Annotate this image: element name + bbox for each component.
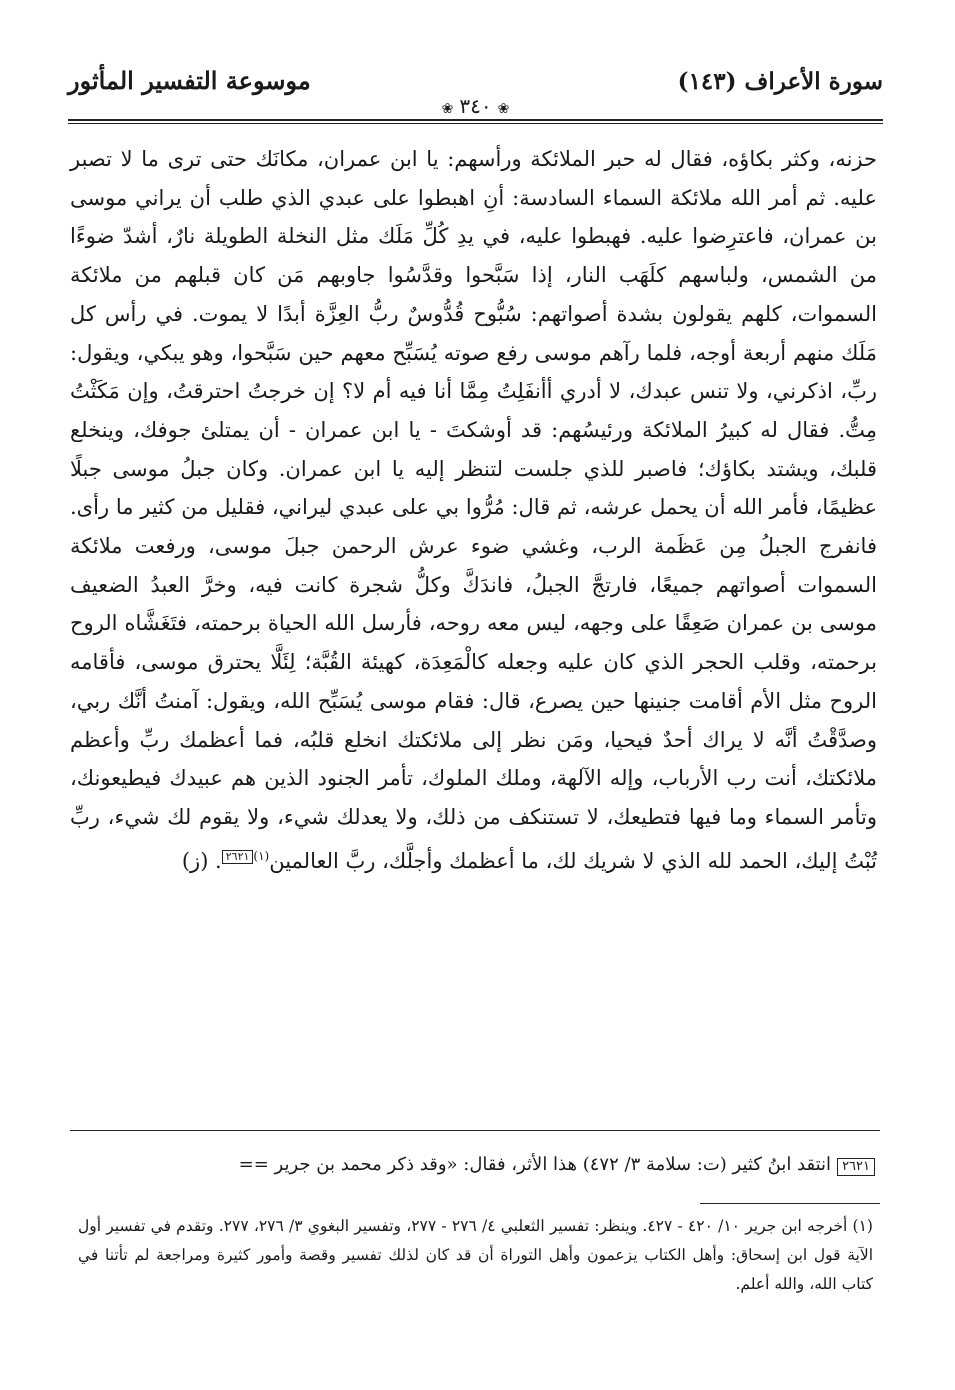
page-header (68, 62, 883, 118)
paragraph-tail: . (ز) (181, 848, 222, 873)
commentary-text: انتقد ابنُ كثير (ت: سلامة ٣/ ٤٧٢) هذا الأثر، فقال: «وقد ذكر محمد بن جرير == (238, 1154, 832, 1175)
surah-title: سورة الأعراف (١٤٣) (677, 68, 883, 95)
main-text (70, 140, 877, 880)
footnote-marker[interactable]: (١) (253, 848, 270, 863)
paragraph-text: حزنه، وكثر بكاؤه، فقال له حبر الملائكة ورأسهم: يا ابن عمران، مكانَك حتى ترى ما لا تصبر عليه. ثم أمر الله ملائكة السماء السادسة: أنِ اهبطوا على عبدي الذي طلب أن يراني موسى بن عمران، فاعترِضوا عليه. فهبطوا عليه، في يدِ كُلِّ مَلَك مثل النخلة الطويلة نارٌ، أشدّ ضوءًا من الشمس، ولباسهم كلَهَب النار، إذا سَبَّحوا وقدَّسُوا جاوبهم مَن كان قبلهم من ملائكة السموات، كلهم يقولون بشدة أصواتهم: سُبُّوح قُدُّوسٌ ربُّ العِزَّة أبدًا لا يموت. في رأس كل مَلَك منهم أربعة أوجه، فلما رآهم موسى رفع صوته يُسَبِّح معهم حين سَبَّحوا، وهو يبكي، ويقول: ربِّ، اذكرني، ولا تنس عبدك، لا أدري أأنفَلِتُ مِمَّا أنا فيه أم لا؟ إن خرجتُ احترقتُ، وإن مَكَثْتُ مِتُّ. فقال له كبيرُ الملائكة ورئيسُهم: قد أوشكتَ - يا ابن عمران - أن يمتلئ جوفك، وينخلع قلبك، ويشتد بكاؤك؛ فاصبر للذي جلست لتنظر إليه يا ابن عمران. وكان جبلُ موسى جبلًا عظيمًا، فأمر الله أن يحمل عرشه، ثم قال: مُرُّوا بي على عبدي ليراني، فقليل من كثير ما رأى. فانفرج الجبلُ مِن عَظَمة الرب، وغشي ضوء عرش الرحمن جبلَ موسى، ورفعت ملائكة السموات أصواتهم جميعًا، فارتجَّ الجبلُ، فاندَكَّ وكلُّ شجرة كانت فيه، وخرَّ العبدُ الضعيف موسى بن عمران صَعِقًا على وجهه، ليس معه روحه، فأرسل الله الحياة برحمته، فتَغَشَّاه الروح برحمته، وقلب الحجر الذي كان عليه وجعله كالْمَعِدَة، كهيئة القُبَّة؛ لِئَلَّا يحترق موسى، فأقامه الروح مثل الأم أقامت جنينها حين يصرع، قال: فقام موسى يُسَبِّح الله، ويقول: آمنتُ أنَّك ربي، وصدَّقْتُ أنَّه لا يراك أحدٌ فيحيا، ومَن نظر إلى ملائكتك انخلع قلبُه، فما أعظمك ربِّ وأعظم ملائكتك، أنت رب الأرباب، وإله الآلهة، وملك الملوك، تأمر الجنود الذين هم عبيدك فيطيعونك، وتأمر السماء وما فيها فتطيعك، لا تستنكف من ذلك، ولا يعدلك شيء، ولا يقوم لك شيء، ربِّ تُبْتُ إليك، الحمد لله الذي لا شريك لك، ما أعظمك وأجلَّك، ربَّ العالمين (70, 147, 878, 873)
commentary-note (48, 1150, 875, 1180)
footnote-1: (١) أخرجه ابن جرير ١٠/ ٤٢٠ - ٤٢٧. وينظر: تفسير الثعلبي ٤/ ٢٧٦ - ٢٧٧، وتفسير البغوي ٣/ ٢٧٦، ٢٧٧. وتقدم في تفسير أول الآية قول ابن إسحاق: وأهل الكتاب يزعمون وأهل التوراة أن قد كان لذلك تفسير وقصة وأمور كثيرة ومراجعة لم تأتنا في كتاب الله، والله أعلم. (78, 1217, 873, 1293)
footnote-separator (700, 1203, 880, 1204)
footnotes (78, 1212, 873, 1299)
header-rule (68, 119, 883, 121)
reference-box[interactable]: ٢٦٢١ (222, 850, 254, 864)
main-paragraph (70, 140, 877, 880)
header-rule-thin (68, 123, 883, 124)
ornament-icon: ❀ (497, 101, 510, 117)
commentary-separator (70, 1130, 880, 1131)
ornament-icon: ❀ (441, 101, 454, 117)
book-title: موسوعة التفسير المأثور (68, 66, 311, 95)
commentary-number-box: ٢٦٢١ (837, 1158, 875, 1176)
page-number: ٣٤٠ (459, 94, 492, 118)
page-number-block (68, 94, 883, 118)
